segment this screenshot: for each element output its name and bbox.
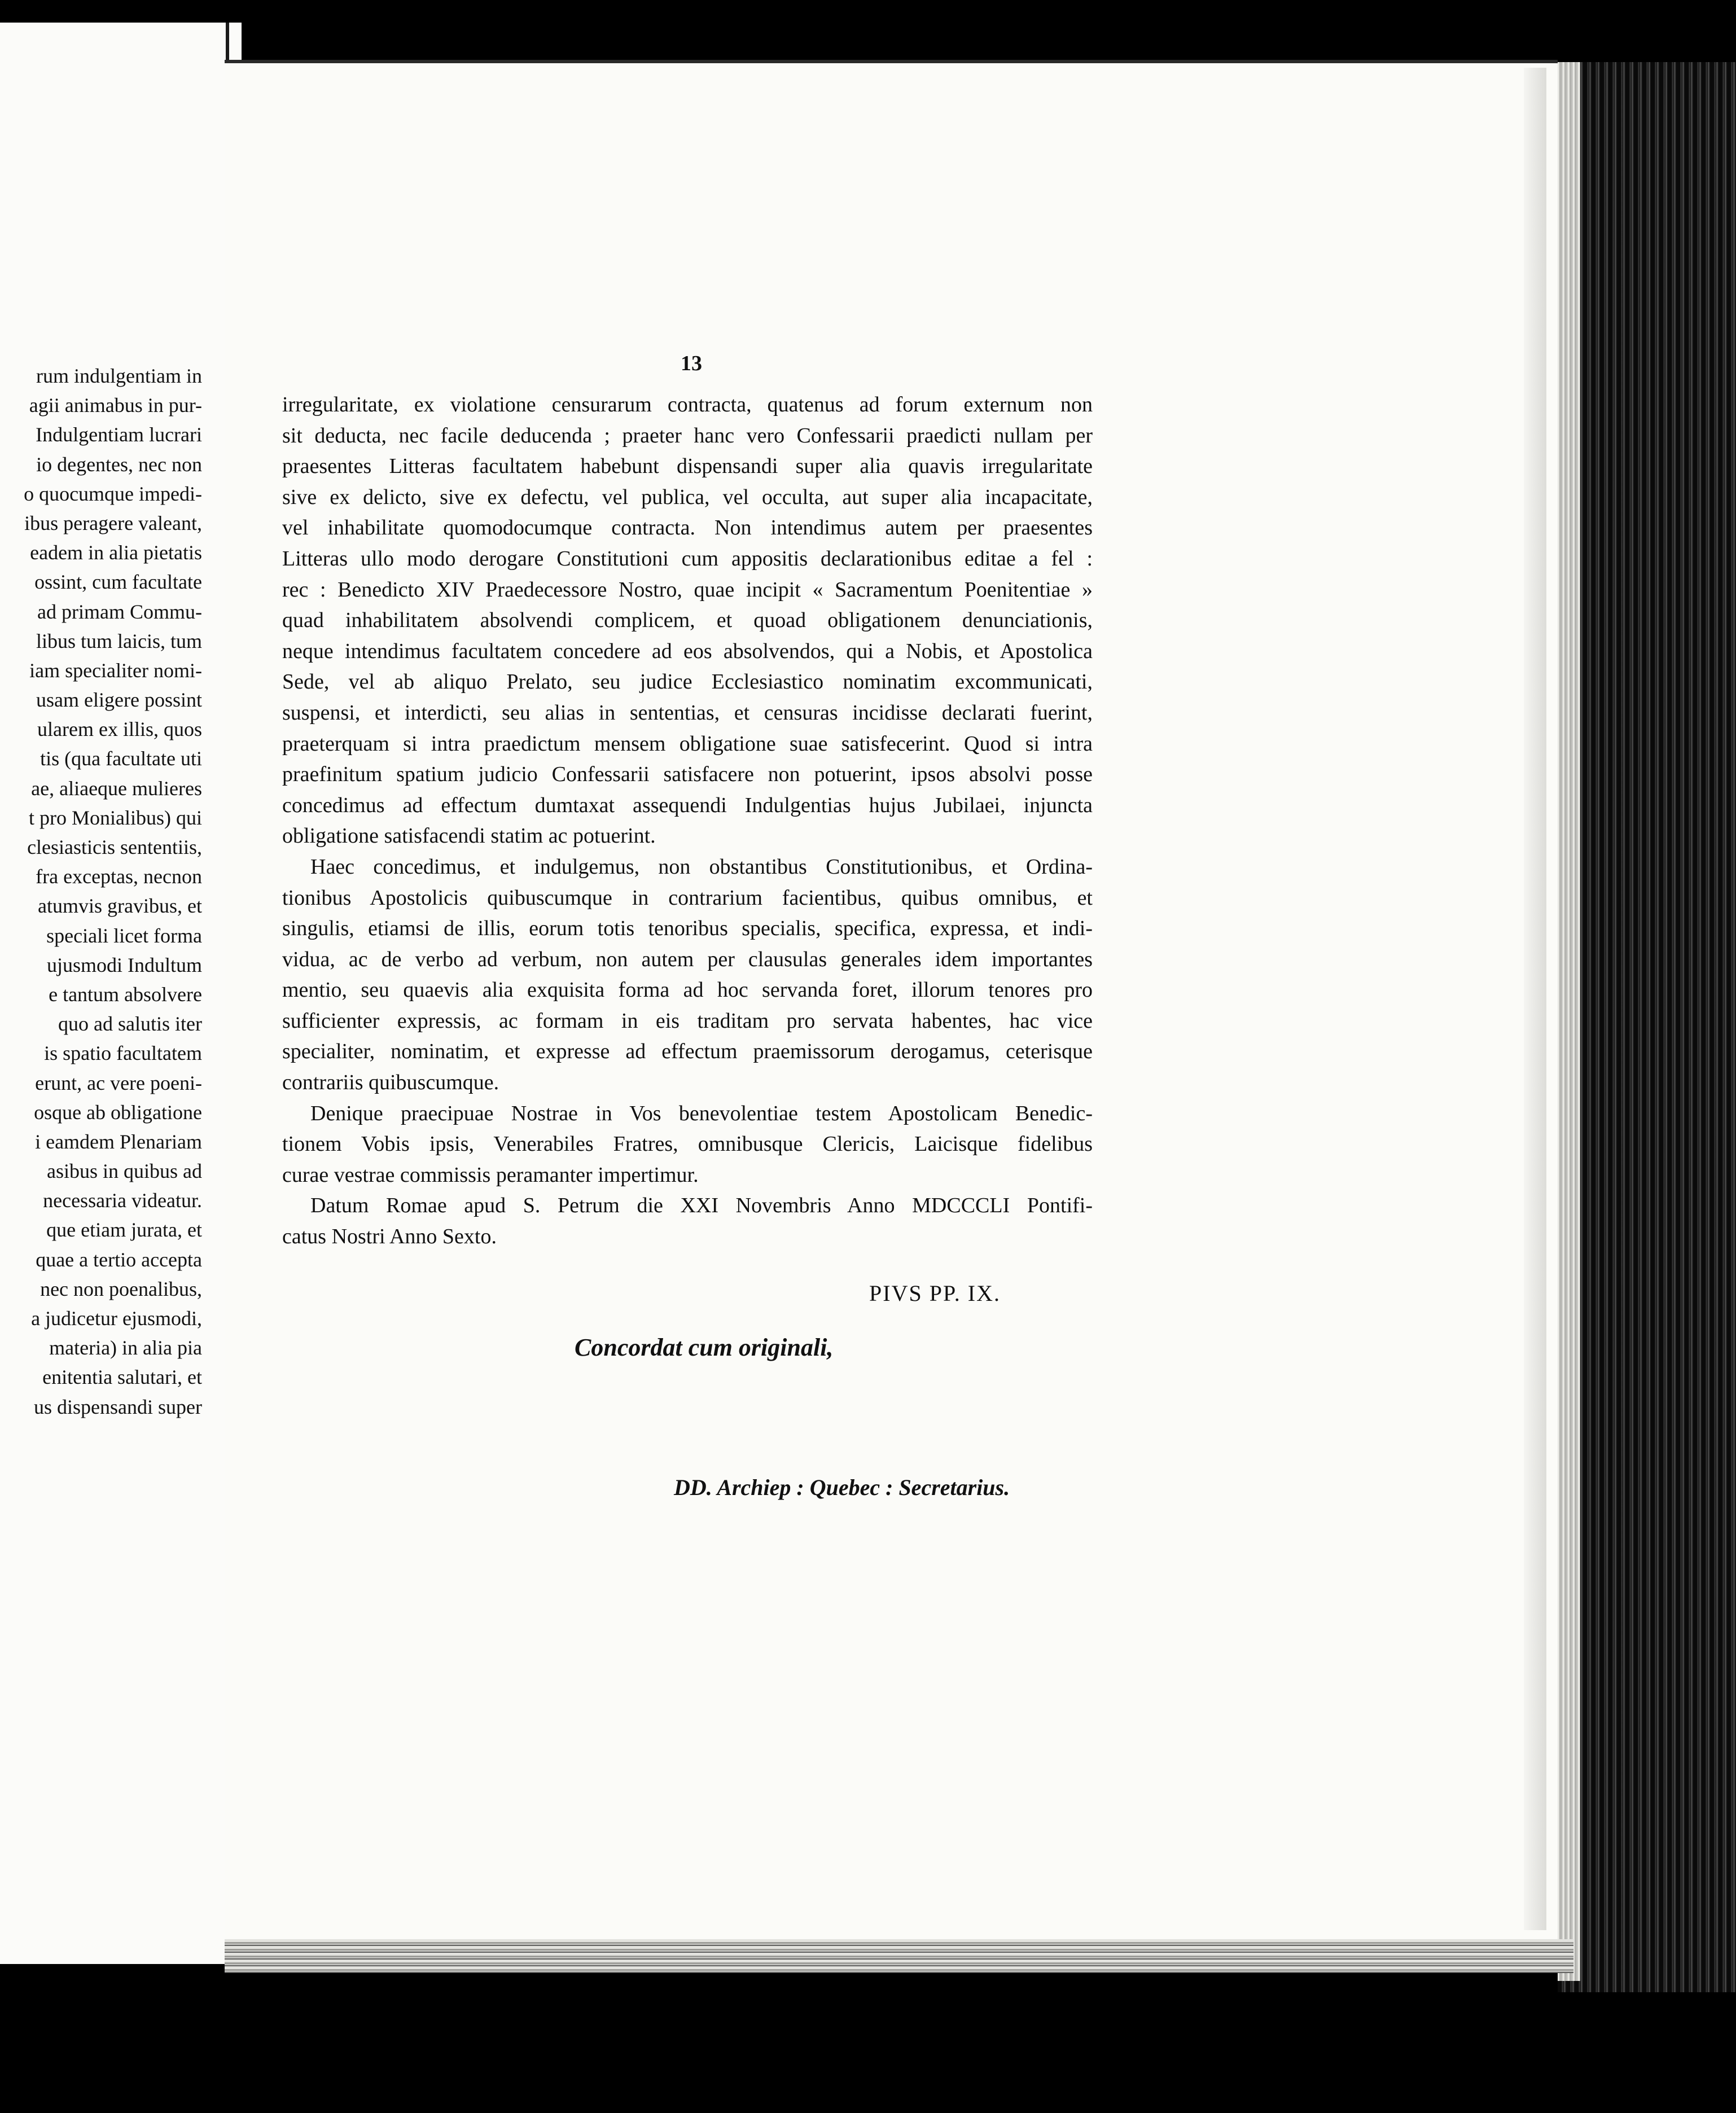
left-page-line: speciali licet forma	[46, 924, 202, 947]
left-page-line: que etiam jurata, et	[46, 1218, 202, 1242]
text-line: Litteras ullo modo derogare Constitutioni cum appositis declarationibus editae a fel :	[282, 546, 1093, 571]
text-line: sive ex delicto, sive ex defectu, vel publica, vel occulta, aut super alia incapacitate,	[282, 485, 1093, 509]
page-shadow	[1524, 68, 1546, 1930]
page-bottom-edge	[225, 1939, 1573, 1973]
text-line: praeterquam si intra praedictum mensem obligatione suae satisfecerint. Quod si intra	[282, 731, 1093, 756]
left-page-line: atumvis gravibus, et	[38, 895, 202, 918]
left-page-line: ularem ex illis, quos	[37, 718, 202, 741]
text-line: catus Nostri Anno Sexto.	[282, 1225, 497, 1249]
left-page-line: is spatio facultatem	[44, 1042, 202, 1065]
left-page-line: Indulgentiam lucrari	[36, 423, 202, 446]
left-facing-page	[0, 23, 242, 1964]
concordat-note: Concordat cum originali,	[575, 1334, 834, 1361]
left-page-line: o quocumque impedi-	[24, 482, 202, 505]
page-number: 13	[681, 352, 702, 375]
left-page-line: ujusmodi Indultum	[46, 953, 202, 976]
text-line: contrariis quibuscumque.	[282, 1071, 499, 1095]
text-line: vel inhabilitate quomodocumque contracta. Non intendimus autem per praesentes	[282, 516, 1093, 540]
left-page-text	[0, 361, 202, 1422]
text-line: Datum Romae apud S. Petrum die XXI Novembris Anno MDCCCLI Pontifi-	[310, 1194, 1093, 1218]
left-page-line: osque ab obligatione	[34, 1101, 202, 1124]
text-line: curae vestrae commissis peramanter impertimur.	[282, 1163, 699, 1187]
text-line: rec : Benedicto XIV Praedecessore Nostro, quae incipit « Sacramentum Poenitentiae »	[282, 577, 1093, 602]
text-line: specialiter, nominatim, et expresse ad effectum praemissorum derogamus, ceterisque	[282, 1040, 1093, 1064]
text-line: quad inhabilitatem absolvendi complicem, et quoad obligationem denunciationis,	[282, 608, 1093, 633]
secretary-line: DD. Archiep : Quebec : Secretarius.	[674, 1475, 1010, 1500]
text-line: neque intendimus facultatem concedere ad eos absolvendos, qui a Nobis, et Apostolica	[282, 639, 1093, 663]
page-stack-edge	[1558, 62, 1580, 1981]
text-line: Haec concedimus, et indulgemus, non obstantibus Constitutionibus, et Ordina-	[310, 854, 1093, 879]
left-page-line: ae, aliaeque mulieres	[31, 777, 202, 800]
text-line: vidua, ac de verbo ad verbum, non autem per clausulas generales idem importantes	[282, 947, 1093, 971]
left-page-line: quae a tertio accepta	[36, 1248, 202, 1271]
left-page-line: nec non poenalibus,	[40, 1277, 202, 1300]
left-page-line: a judicetur ejusmodi,	[31, 1307, 202, 1330]
left-page-line: t pro Monialibus) qui	[29, 806, 202, 829]
left-page-line: us dispensandi super	[34, 1395, 202, 1418]
left-page-line: necessaria videatur.	[43, 1189, 202, 1212]
left-page-line: materia) in alia pia	[49, 1336, 202, 1360]
text-line: tionem Vobis ipsis, Venerabiles Fratres, omnibusque Clericis, Laicisque fidelibus	[282, 1132, 1093, 1156]
left-page-line: clesiasticis sententiis,	[27, 836, 202, 858]
text-line: singulis, etiamsi de illis, eorum totis tenoribus specialis, specifica, expressa, et indi-	[282, 917, 1093, 941]
text-line: obligatione satisfacendi statim ac potuerint.	[282, 824, 656, 848]
text-line: suspensi, et interdicti, seu alias in sententias, et censuras incidisse declarati fuerint,	[282, 700, 1093, 725]
text-line: Denique praecipuae Nostrae in Vos benevolentiae testem Apostolicam Benedic-	[310, 1101, 1093, 1125]
left-page-line: usam eligere possint	[36, 689, 202, 712]
left-page-line: iam specialiter nomi-	[29, 659, 202, 682]
left-page-line: asibus in quibus ad	[47, 1160, 202, 1183]
left-page-line: i eamdem Plenariam	[35, 1130, 202, 1153]
left-page-line: rum indulgentiam in	[36, 365, 202, 387]
body-text	[282, 389, 1093, 1252]
text-line: Sede, vel ab aliquo Prelato, seu judice Ecclesiastico nominatim excommunicati,	[282, 670, 1093, 694]
left-page-line: ad primam Commu-	[37, 600, 202, 623]
text-line: sufficienter expressis, ac formam in eis traditam pro servata habentes, hac vice	[282, 1009, 1093, 1033]
left-page-line: quo ad salutis iter	[58, 1012, 202, 1036]
text-line: mentio, seu quaevis alia exquisita forma ad hoc servanda foret, illorum tenores pro	[282, 978, 1093, 1002]
left-page-line: ossint, cum facultate	[34, 571, 202, 594]
text-line: concedimus ad effectum dumtaxat assequendi Indulgentias hujus Jubilaei, injuncta	[282, 793, 1093, 817]
left-page-line: erunt, ac vere poeni-	[35, 1071, 202, 1094]
left-page-line: eadem in alia pietatis	[30, 541, 202, 564]
left-page-line: e tantum absolvere	[49, 983, 202, 1006]
text-line: praesentes Litteras facultatem habebunt dispensandi super alia quavis irregularitate	[282, 454, 1093, 479]
left-page-line: io degentes, nec non	[36, 453, 202, 476]
left-page-line: fra exceptas, necnon	[36, 865, 202, 888]
left-page-line: libus tum laicis, tum	[36, 629, 202, 652]
left-page-line: ibus peragere valeant,	[24, 511, 202, 534]
left-page-line: tis (qua facultate uti	[40, 747, 202, 770]
text-line: tionibus Apostolicis quibuscumque in contrarium facientibus, quibus omnibus, et	[282, 885, 1093, 910]
left-page-line: enitentia salutari, et	[42, 1366, 202, 1389]
text-line: sit deducta, nec facile deducenda ; praeter hanc vero Confessarii praedicti nullam per	[282, 423, 1093, 448]
left-page-line: agii animabus in pur-	[29, 394, 202, 417]
papal-signature: PIVS PP. IX.	[869, 1281, 1001, 1306]
text-line: praefinitum spatium judicio Confessarii satisfacere non potuerint, ipsos absolvi posse	[282, 762, 1093, 787]
book-fore-edge	[1558, 62, 1736, 1992]
text-line: irregularitate, ex violatione censurarum contracta, quatenus ad forum externum non	[282, 393, 1093, 417]
